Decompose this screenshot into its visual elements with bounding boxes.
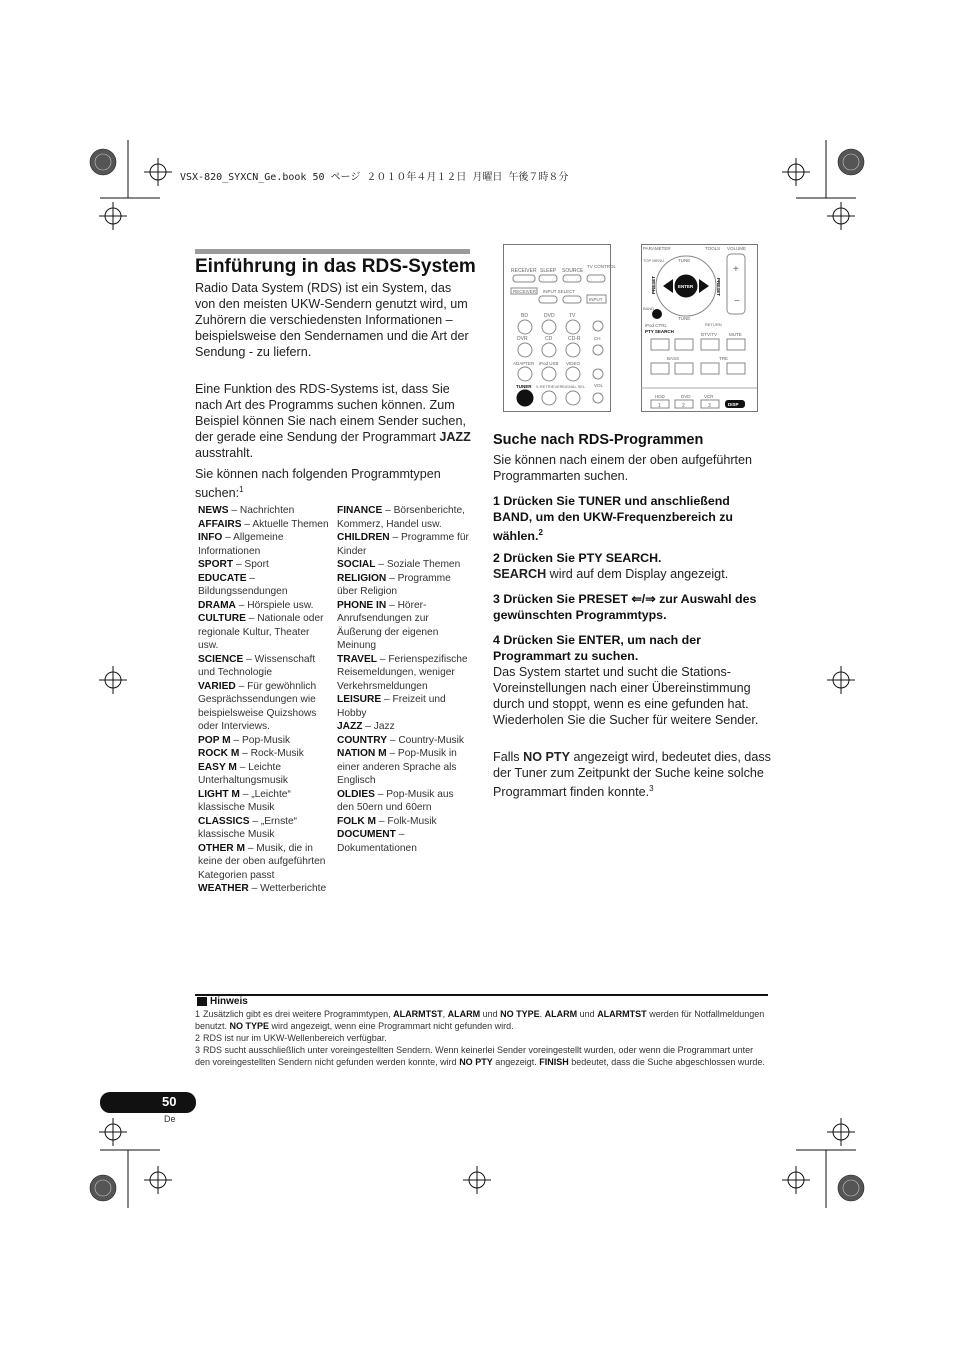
title-bar — [195, 249, 470, 254]
remote-label-adapter: ADAPTER — [513, 361, 535, 366]
remote-label-sleep: SLEEP — [540, 268, 557, 274]
remote-label-ipod-usb: iPod USB — [539, 361, 559, 366]
program-type-entry: OTHER M – Musik, die in keine der oben aufgeführten Kategorien passt — [198, 842, 326, 881]
program-type-entry: NATION M – Pop-Musik in einer anderen Sprache als Englisch — [337, 748, 457, 786]
program-types-right — [337, 504, 471, 855]
program-type-entry: LEISURE – Freizeit und Hobby — [337, 694, 446, 719]
remote-label-enter: ENTER — [678, 284, 694, 289]
page-number: 50 — [162, 1094, 177, 1109]
program-type-entry: SCIENCE – Wissenschaft und Technologie — [198, 653, 316, 678]
step-2: 2 Drücken Sie PTY SEARCH. — [493, 551, 662, 565]
remote-label-preset-left: PRESET — [651, 275, 656, 294]
remote-label-parameter: PARAMETER — [643, 246, 671, 251]
remote-label-mute: MUTE — [729, 332, 742, 337]
program-type-entry: AFFAIRS – Aktuelle Themen — [198, 518, 329, 530]
remote-label-pty-search: PTY SEARCH — [645, 329, 674, 334]
remote-label-input: INPUT — [589, 297, 603, 302]
remote-label-receiver: RECEIVER — [511, 268, 537, 274]
remote-label-source: SOURCE — [562, 268, 584, 274]
program-type-entry: OLDIES – Pop-Musik aus den 50ern und 60ern — [337, 788, 454, 813]
remote-label-dvr: DVR — [517, 336, 528, 342]
step-4: 4 Drücken Sie ENTER, um nach der Programmart zu suchen. — [493, 633, 701, 663]
remote-label-3: 3 — [708, 403, 711, 409]
remote-label-bd: BD — [521, 313, 528, 319]
remote-label-receiver2: RECEIVER — [513, 289, 537, 294]
remote-label-volume: VOLUME — [727, 246, 747, 251]
remote-label-video: VIDEO — [566, 361, 581, 366]
step-4-text: Das System startet und sucht die Stations-Voreinstellungen nach einer Übereinstimmung durch und stoppt, wenn es eine gefunden hat. Wiederholen Sie die Sucher für weitere Sender. — [493, 665, 759, 727]
intro-paragraph-2: Eine Funktion des RDS-Systems ist, dass Sie nach Art des Programms suchen können. Zum Beispiel können Sie nach einem Sender suchen, der gerade eine Sendung der Programmart JAZZ ausstrahlt. — [195, 382, 471, 460]
program-type-entry: WEATHER – Wetterberichte — [198, 883, 327, 894]
remote-label-ch: CH — [594, 336, 601, 341]
section2-intro: Sie können nach einem der oben aufgeführten Programmarten suchen. — [493, 453, 753, 483]
program-type-entry: CLASSICS – „Ernste“ klassische Musik — [198, 815, 298, 840]
remote-label-band: BAND — [643, 306, 655, 311]
program-type-entry: SOCIAL – Soziale Themen — [337, 559, 461, 570]
print-header: VSX-820_SYXCN_Ge.book 50 ページ ２０１０年４月１２日 月曜日 午後７時８分 — [180, 172, 569, 183]
remote-label-tuner: TUNER — [516, 384, 532, 389]
remote-label-bass: BASS — [667, 356, 680, 361]
step-1: 1 Drücken Sie TUNER und anschließend BAND, um den UKW-Frequenzbereich zu wählen.$^2$ — [493, 494, 734, 544]
remote-label-tv-control: TV CONTROL — [587, 264, 617, 269]
program-type-entry: POP M – Pop-Musik — [198, 734, 291, 746]
step-3: 3 Drücken Sie PRESET ⇐/⇒ zur Auswahl des gewünschten Programmtyps. — [493, 592, 757, 622]
footnote-3: 3 RDS sucht ausschließlich unter voreingestellten Sendern. Wenn keinerlei Sender voreingestellt wurden, oder wenn die Programmart unter den voreingestellten Sendern nicht gefunden werden konnte, wird NO PTY angezeigt. FINISH bedeutet, dass die Suche abgeschlossen wurde. — [195, 1045, 765, 1067]
svg-text:+: + — [733, 264, 739, 275]
remote-label-hdd: HDD — [655, 394, 665, 399]
remote-label-disp: DISP — [728, 402, 739, 407]
section2-title: Suche nach RDS-Programmen — [493, 432, 704, 448]
remote-label-vol: VOL — [594, 383, 604, 388]
step-2-text: SEARCH wird auf dem Display angezeigt. — [493, 567, 729, 581]
program-type-entry: FINANCE – Börsenberichte, Kommerz, Handel usw. — [337, 505, 465, 530]
program-type-entry: PHONE IN – Hörer-Anrufsendungen zur Äußerung der eigenen Meinung — [337, 599, 439, 651]
remote-label-tune-down: TUNE — [678, 316, 691, 321]
remote-label-cd: CD — [545, 336, 553, 342]
remote-label-dvd-r: DVD — [681, 394, 691, 399]
remote-label-signal-sel: SIGNAL SEL — [562, 384, 586, 389]
hint-divider — [195, 994, 768, 996]
page-number-badge — [100, 1092, 196, 1113]
remote-label-1: 1 — [658, 403, 661, 409]
program-type-entry: ROCK M – Rock-Musik — [198, 748, 304, 759]
program-type-entry: JAZZ – Jazz — [337, 721, 395, 732]
remote-label-tv: TV — [569, 313, 576, 319]
remote-label-tools: TOOLS — [705, 246, 721, 251]
program-types-left — [198, 504, 332, 896]
remote-label-input-select: INPUT SELECT — [543, 289, 576, 294]
tuner-button-highlight — [517, 390, 533, 406]
program-type-entry: CHILDREN – Programme für Kinder — [337, 532, 469, 557]
page-language: De — [164, 1114, 176, 1124]
remote-label-dvd: DVD — [544, 313, 555, 319]
remote-label-top-menu: TOP MENU — [643, 258, 664, 263]
remote-label-s-retriever: S.RETRIEVER — [536, 384, 563, 389]
remote-illustration-left — [503, 244, 617, 412]
remote-label-return: RETURN — [705, 322, 722, 327]
no-pty-paragraph: Falls NO PTY angezeigt wird, bedeutet dies, dass der Tuner zum Zeitpunkt der Suche keine solche Programmart finden konnte.$^3$ — [493, 750, 771, 800]
program-type-entry: NEWS – Nachrichten — [198, 505, 295, 516]
program-type-entry: INFO – Allgemeine Informationen — [198, 532, 284, 557]
section-title: Einführung in das RDS-System — [195, 256, 476, 277]
program-type-entry: EDUCATE – Bildungssendungen — [198, 572, 288, 597]
intro-paragraph-3: Sie können nach folgenden Programmtypen suchen:$^1$ — [195, 467, 441, 501]
program-type-entry: EASY M – Leichte Unterhaltungsmusik — [198, 761, 289, 786]
program-type-entry: VARIED – Für gewöhnlich Gesprächssendungen wie beispielsweise Quizshows oder Interviews. — [198, 680, 317, 732]
remote-label-vcr: VCR — [704, 394, 714, 399]
hint-label: Hinweis — [197, 996, 248, 1007]
program-type-entry: COUNTRY – Country-Musik — [337, 734, 464, 746]
remote-label-dtv-tv: DTV/TV — [701, 332, 718, 337]
footnote-2: 2 RDS ist nur im UKW-Wellenbereich verfügbar. — [195, 1033, 387, 1043]
svg-text:−: − — [734, 296, 740, 307]
remote-label-ipod-ctrl: iPod CTRL — [645, 323, 668, 328]
program-type-entry: LIGHT M – „Leichte“ klassische Musik — [198, 788, 291, 813]
program-type-entry: FOLK M – Folk-Musik — [337, 815, 437, 827]
remote-illustration-right — [641, 244, 758, 412]
program-type-entry: TRAVEL – Ferienspezifische Reisemeldungen, weniger Verkehrsmeldungen — [337, 653, 468, 692]
program-type-entry: SPORT – Sport — [198, 559, 269, 570]
program-type-entry: CULTURE – Nationale oder regionale Kultur, Theater usw. — [198, 613, 324, 651]
remote-label-tune-up: TUNE — [678, 258, 691, 263]
program-type-entry: RELIGION – Programme über Religion — [337, 572, 451, 597]
footnote-1: 1 Zusätzlich gibt es drei weitere Programmtypen, ALARMTST, ALARM und NO TYPE. ALARM und ALARMTST werden für Notfallmeldungen benutzt. NO TYPE wird angezeigt, wenn eine Programmart nicht gefunden wird. — [195, 1009, 765, 1031]
hint-icon — [197, 997, 207, 1006]
program-type-entry: DRAMA – Hörspiele usw. — [198, 599, 314, 611]
remote-label-2: 2 — [682, 403, 685, 409]
remote-label-preset-right: PRESET — [716, 278, 721, 297]
intro-paragraph-1: Radio Data System (RDS) ist ein System, das von den meisten UKW-Sendern genutzt wird, um Zuhörern die verschiedensten Informationen – beispielsweise den Sendernamen und die Art der Sendung - zu liefern. — [195, 281, 469, 359]
remote-label-tre: TRE — [719, 356, 728, 361]
program-type-entry: DOCUMENT – Dokumentationen — [337, 829, 417, 854]
remote-label-cdr: CD-R — [568, 336, 581, 342]
